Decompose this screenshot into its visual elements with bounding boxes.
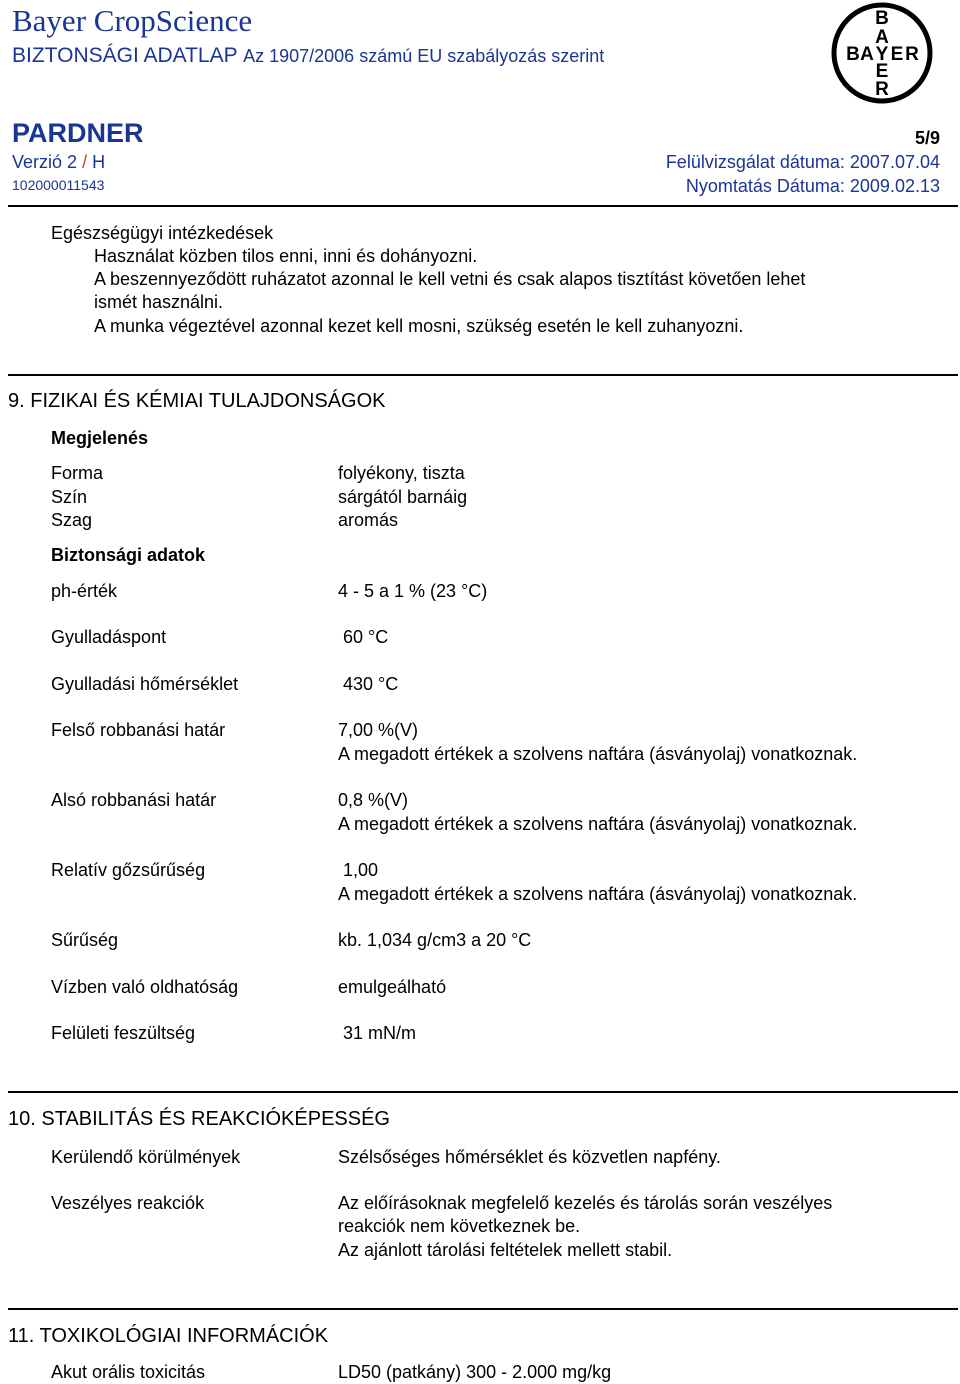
odor-value: aromás: [338, 510, 399, 530]
solubility-value: emulgeálható: [338, 977, 447, 997]
color-value: sárgától barnáig: [338, 487, 468, 507]
document-number: 102000011543: [12, 177, 105, 193]
version-separator: /: [82, 152, 88, 172]
form-label: Forma: [51, 463, 104, 483]
logo-letter-y: Y: [875, 44, 889, 65]
ph-value: 4 - 5 a 1 % (23 °C): [338, 581, 488, 601]
ignition-temp-label: Gyulladási hőmérséklet: [51, 674, 239, 694]
logo-letter-r: R: [875, 79, 889, 100]
version-language: H: [92, 152, 106, 172]
surface-tension-label: Felületi feszültség: [51, 1023, 196, 1043]
acute-oral-toxicity-value: LD50 (patkány) 300 - 2.000 mg/kg: [338, 1362, 612, 1382]
acute-oral-toxicity-label: Akut orális toxicitás: [51, 1362, 206, 1382]
upper-explosion-limit-note: A megadott értékek a szolvens naftára (ásványolaj) vonatkoznak.: [338, 744, 858, 764]
header-divider: [8, 205, 958, 207]
regulation-text: Az 1907/2006 számú EU szabályozás szerint: [243, 46, 605, 66]
odor-label: Szag: [51, 510, 93, 530]
section9-title: 9. FIZIKAI ÉS KÉMIAI TULAJDONSÁGOK: [8, 390, 386, 412]
solubility-label: Vízben való oldhatóság: [51, 977, 239, 997]
version-line: [12, 152, 105, 173]
appearance-title: Megjelenés: [51, 428, 149, 448]
print-date: Nyomtatás Dátuma: 2009.02.13: [685, 176, 940, 196]
logo-letter-a: A: [875, 27, 889, 48]
bayer-cross-logo: [831, 0, 933, 106]
hygiene-title: Egészségügyi intézkedések: [51, 223, 274, 243]
density-value: kb. 1,034 g/cm3 a 20 °C: [338, 930, 532, 950]
vapor-density-value: 1,00: [343, 860, 379, 880]
product-name: PARDNER: [12, 118, 144, 148]
hygiene-line-2: A beszennyeződött ruházatot azonnal le kell vetni és csak alapos tisztítást követően lehet: [94, 269, 806, 289]
surface-tension-value: 31 mN/m: [343, 1023, 417, 1043]
lower-explosion-limit-value: 0,8 %(V): [338, 790, 409, 810]
vapor-density-note: A megadott értékek a szolvens naftára (ásványolaj) vonatkoznak.: [338, 884, 858, 904]
upper-explosion-limit-label: Felső robbanási határ: [51, 720, 226, 740]
section11-title: 11. TOXIKOLÓGIAI INFORMÁCIÓK: [8, 1325, 329, 1347]
logo-letter-e: E: [875, 61, 889, 82]
color-label: Szín: [51, 487, 88, 507]
conditions-to-avoid-value: Szélsőséges hőmérséklet és közvetlen napfény.: [338, 1147, 721, 1167]
hygiene-line-3: ismét használni.: [94, 292, 224, 312]
section11-divider: [8, 1308, 958, 1310]
form-value: folyékony, tiszta: [338, 463, 465, 483]
section10-divider: [8, 1091, 958, 1093]
ignition-temp-value: 430 °C: [343, 674, 399, 694]
version-label: Verzió 2: [12, 152, 78, 172]
conditions-to-avoid-label: Kerülendő körülmények: [51, 1147, 241, 1167]
hazardous-reactions-line-2: reakciók nem következnek be.: [338, 1216, 581, 1236]
upper-explosion-limit-value: 7,00 %(V): [338, 720, 419, 740]
ph-label: ph-érték: [51, 581, 118, 601]
density-label: Sűrűség: [51, 930, 119, 950]
page-number: 5/9: [914, 128, 940, 148]
logo-letter-b-h: B: [846, 44, 860, 65]
hazardous-reactions-line-3: Az ajánlott tárolási feltételek mellett stabil.: [338, 1240, 673, 1260]
hazardous-reactions-label: Veszélyes reakciók: [51, 1193, 205, 1213]
logo-letter-e-h: E: [890, 44, 904, 65]
logo-letter-r-h: R: [905, 44, 919, 65]
lower-explosion-limit-note: A megadott értékek a szolvens naftára (ásványolaj) vonatkoznak.: [338, 814, 858, 834]
flash-point-value: 60 °C: [343, 627, 389, 647]
hygiene-line-1: Használat közben tilos enni, inni és dohányozni.: [94, 246, 478, 266]
logo-letter-b: B: [875, 8, 889, 29]
flash-point-label: Gyulladáspont: [51, 627, 167, 647]
lower-explosion-limit-label: Alsó robbanási határ: [51, 790, 217, 810]
revision-date: Felülvizsgálat dátuma: 2007.07.04: [665, 152, 940, 172]
section10-title: 10. STABILITÁS ÉS REAKCIÓKÉPESSÉG: [8, 1108, 390, 1130]
section9-divider: [8, 374, 958, 376]
company-name: Bayer CropScience: [12, 3, 253, 38]
vapor-density-label: Relatív gőzsűrűség: [51, 860, 206, 880]
document-type: [12, 44, 604, 68]
logo-letter-a-h: A: [860, 44, 874, 65]
document-type-label: BIZTONSÁGI ADATLAP: [12, 44, 238, 67]
hazardous-reactions-line-1: Az előírásoknak megfelelő kezelés és tárolás során veszélyes: [338, 1193, 833, 1213]
safety-title: Biztonsági adatok: [51, 545, 206, 565]
hygiene-line-4: A munka végeztével azonnal kezet kell mosni, szükség esetén le kell zuhanyozni.: [94, 316, 744, 336]
